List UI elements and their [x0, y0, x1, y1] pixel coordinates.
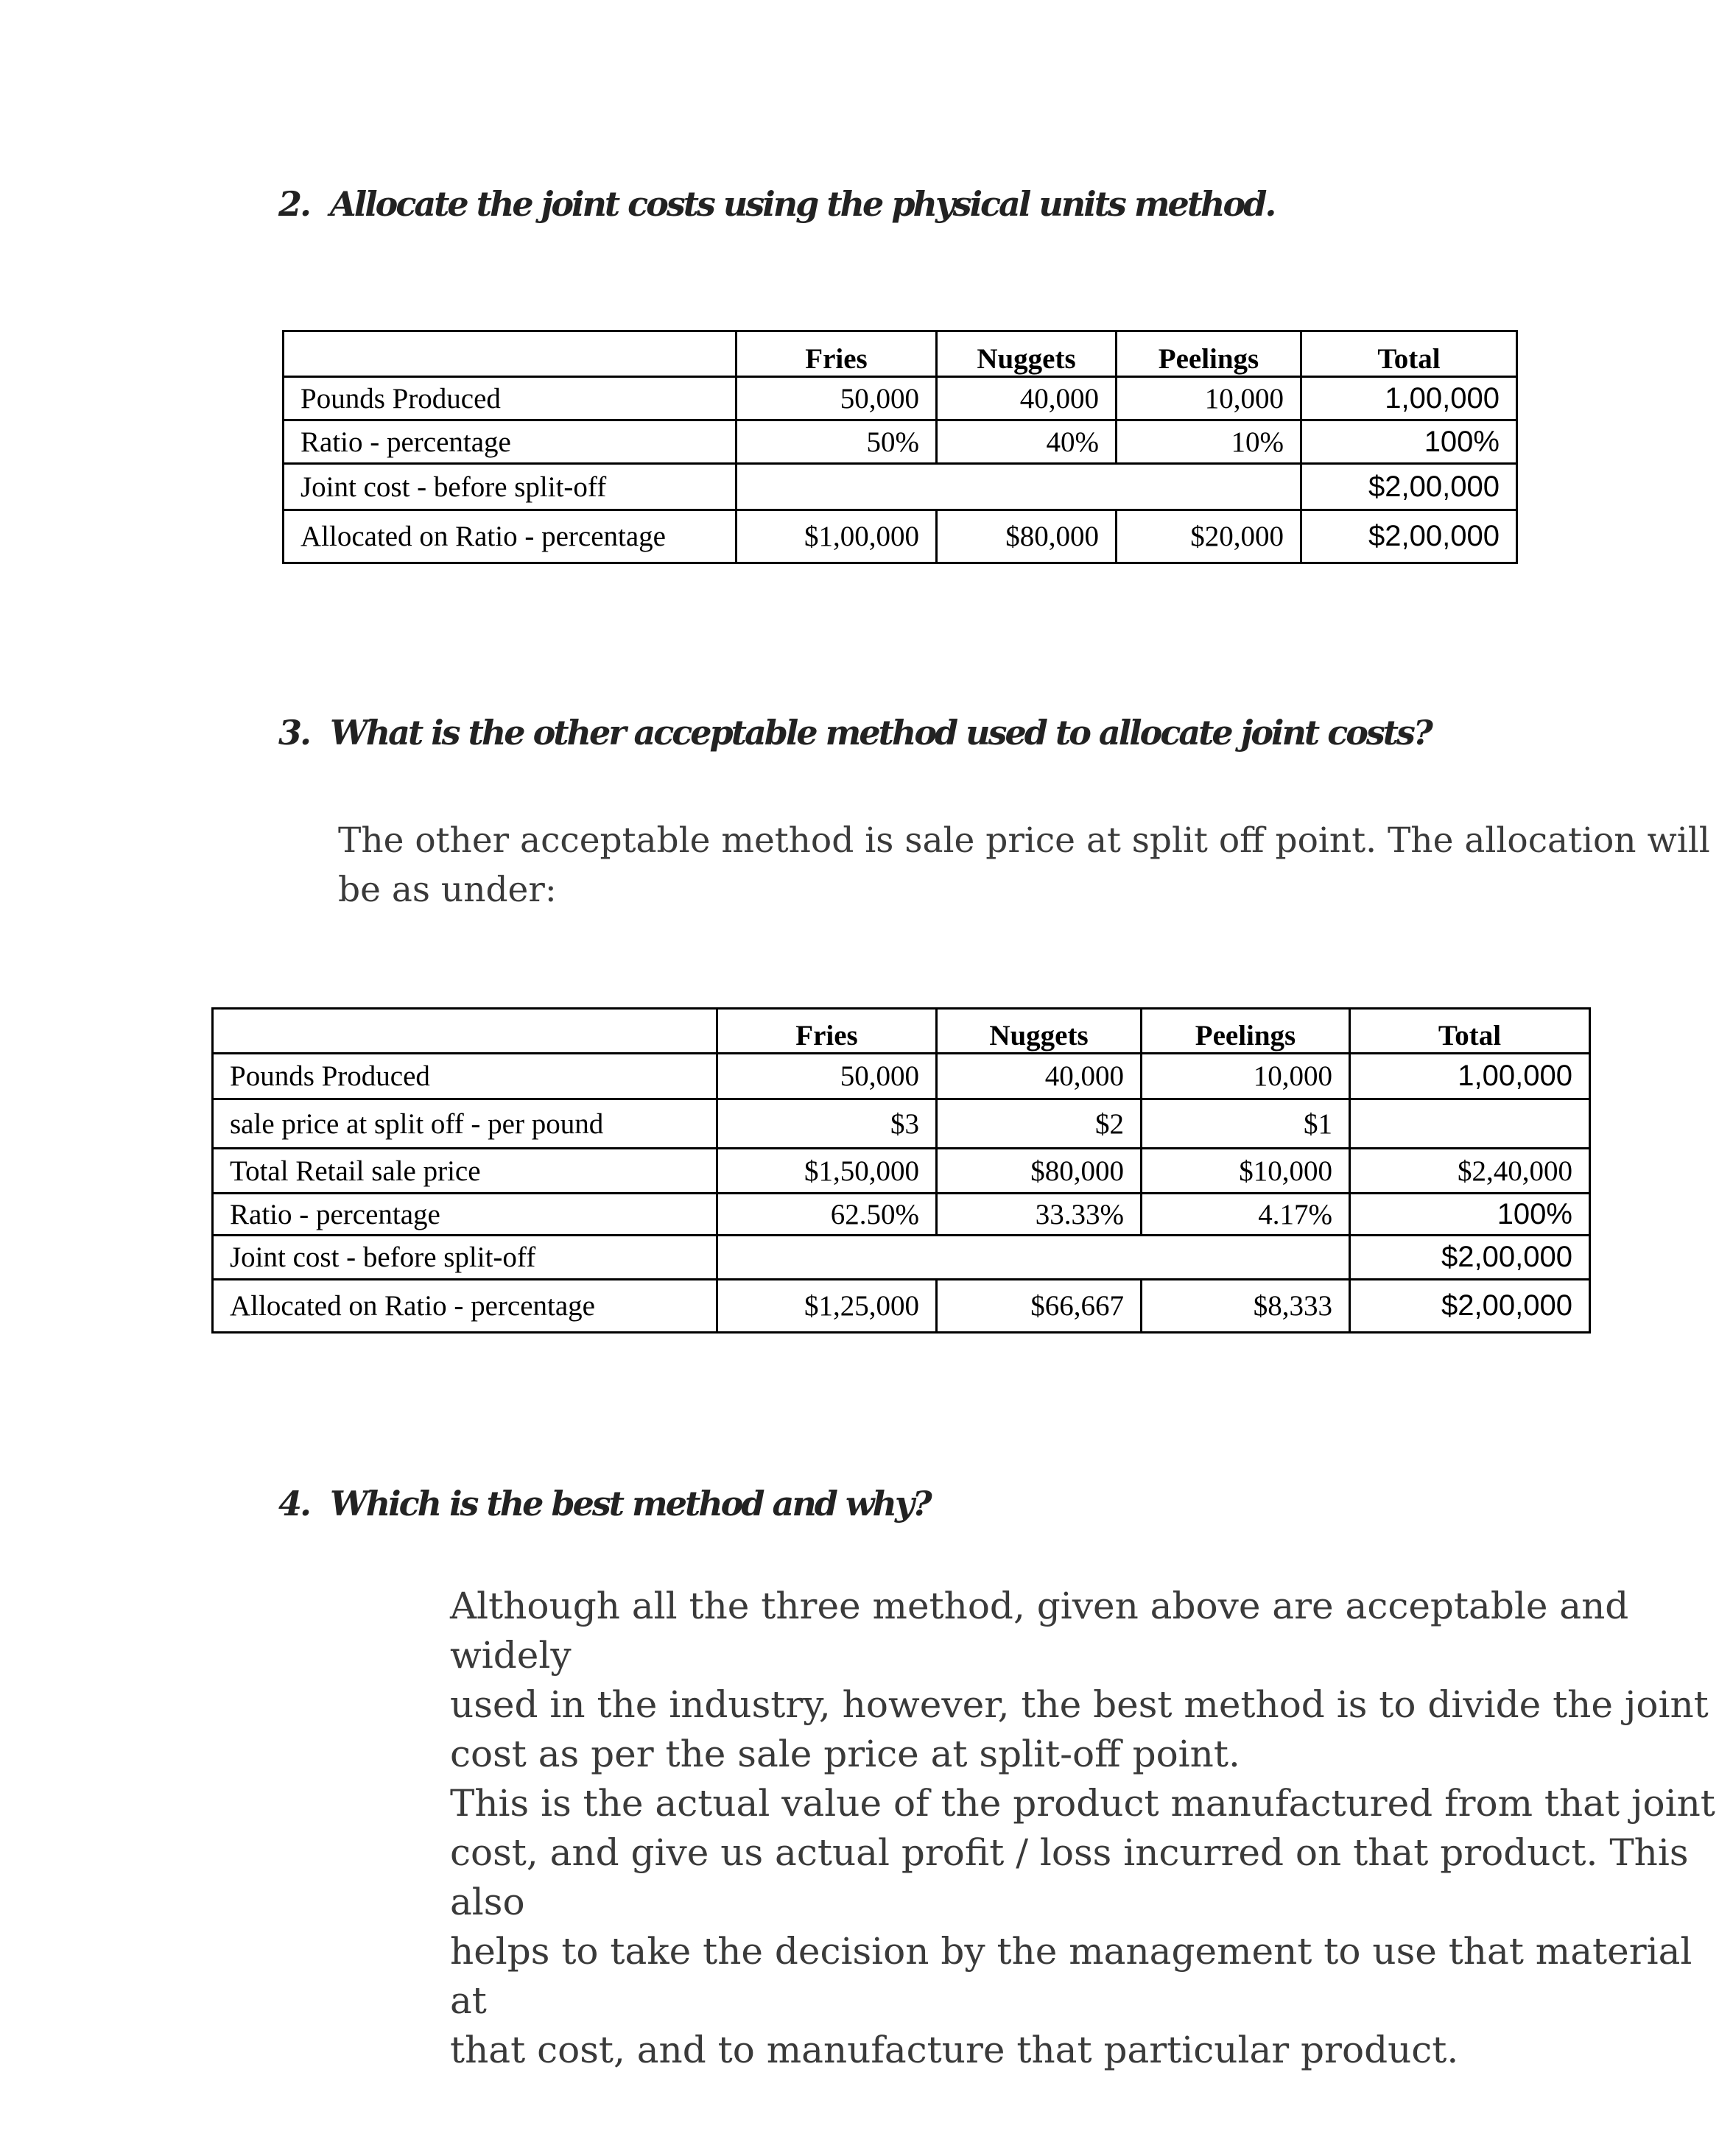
- table-row: [213, 1054, 1590, 1099]
- total-cell: $2,00,000: [1301, 510, 1517, 563]
- value-cell: $1,25,000: [717, 1280, 937, 1333]
- value-cell: 10,000: [1142, 1054, 1350, 1099]
- column-header: Fries: [717, 1009, 937, 1054]
- table-row: [284, 510, 1517, 563]
- total-cell: 1,00,000: [1301, 377, 1517, 420]
- value-cell: 10,000: [1117, 377, 1301, 420]
- column-header: Peelings: [1142, 1009, 1350, 1054]
- value-cell: $20,000: [1117, 510, 1301, 563]
- row-label: Joint cost - before split-off: [213, 1236, 717, 1280]
- value-cell: $3: [717, 1099, 937, 1149]
- value-cell: $10,000: [1142, 1149, 1350, 1194]
- column-header: Total: [1350, 1009, 1590, 1054]
- column-header: [213, 1009, 717, 1054]
- physical-units-table: [282, 330, 1518, 564]
- row-label: Total Retail sale price: [213, 1149, 717, 1194]
- value-cell: 50,000: [717, 1054, 937, 1099]
- total-cell: $2,00,000: [1350, 1280, 1590, 1333]
- value-cell: $1,50,000: [717, 1149, 937, 1194]
- row-label: Ratio - percentage: [284, 420, 737, 464]
- row-label: Ratio - percentage: [213, 1194, 717, 1236]
- value-cell: $1,00,000: [737, 510, 937, 563]
- header-row: [213, 1009, 1590, 1054]
- value-cell: 50,000: [737, 377, 937, 420]
- value-cell: $2: [937, 1099, 1142, 1149]
- table-row: [213, 1280, 1590, 1333]
- sale-price-table: [211, 1007, 1591, 1334]
- value-cell: 62.50%: [717, 1194, 937, 1236]
- table-row: [213, 1149, 1590, 1194]
- total-cell: $2,00,000: [1301, 464, 1517, 510]
- row-label: Joint cost - before split-off: [284, 464, 737, 510]
- value-cell: 50%: [737, 420, 937, 464]
- section-3-paragraph: The other acceptable method is sale price at split off point. The allocation will be as under:: [338, 820, 1710, 910]
- total-cell: 100%: [1350, 1194, 1590, 1236]
- value-cell: $66,667: [937, 1280, 1142, 1333]
- table-row: [213, 1099, 1590, 1149]
- table-row: [213, 1194, 1590, 1236]
- table-row: [284, 420, 1517, 464]
- value-cell: 33.33%: [937, 1194, 1142, 1236]
- value-cell: $80,000: [937, 510, 1117, 563]
- section-4-heading: 4. Which is the best method and why?: [278, 1484, 930, 1523]
- value-cell: 40%: [937, 420, 1117, 464]
- row-label: Pounds Produced: [284, 377, 737, 420]
- column-header: Nuggets: [937, 331, 1117, 377]
- table-row: [284, 464, 1517, 510]
- column-header: Total: [1301, 331, 1517, 377]
- value-cell: 10%: [1117, 420, 1301, 464]
- column-header: [284, 331, 737, 377]
- row-label: Allocated on Ratio - percentage: [284, 510, 737, 563]
- column-header: Fries: [737, 331, 937, 377]
- column-header: Peelings: [1117, 331, 1301, 377]
- value-cell: $80,000: [937, 1149, 1142, 1194]
- empty-cell: [717, 1236, 1350, 1280]
- table-row: [213, 1236, 1590, 1280]
- value-cell: $1: [1142, 1099, 1350, 1149]
- column-header: Nuggets: [937, 1009, 1142, 1054]
- value-cell: 40,000: [937, 377, 1117, 420]
- table-row: [284, 377, 1517, 420]
- total-cell: [1350, 1099, 1590, 1149]
- total-cell: $2,40,000: [1350, 1149, 1590, 1194]
- row-label: Allocated on Ratio - percentage: [213, 1280, 717, 1333]
- value-cell: 40,000: [937, 1054, 1142, 1099]
- total-cell: 1,00,000: [1350, 1054, 1590, 1099]
- value-cell: $8,333: [1142, 1280, 1350, 1333]
- empty-cell: [737, 464, 1301, 510]
- total-cell: $2,00,000: [1350, 1236, 1590, 1280]
- section-2-heading: 2. Allocate the joint costs using the physical units method.: [278, 184, 1275, 224]
- section-3-heading: 3. What is the other acceptable method used to allocate joint costs?: [278, 713, 1431, 753]
- header-row: [284, 331, 1517, 377]
- row-label: sale price at split off - per pound: [213, 1099, 717, 1149]
- value-cell: 4.17%: [1142, 1194, 1350, 1236]
- row-label: Pounds Produced: [213, 1054, 717, 1099]
- total-cell: 100%: [1301, 420, 1517, 464]
- section-4-paragraph: Although all the three method, given above are acceptable and widely used in the industry, however, the best method is to divide the joint cost as per the sale price at split-off point. This is the actual value of the product manufactured from that joint cost, and give us actual profit / loss incurred on that product. This also helps to take the decision by the management to use that material at that cost, and to manufacture that particular product.: [450, 1585, 1715, 2071]
